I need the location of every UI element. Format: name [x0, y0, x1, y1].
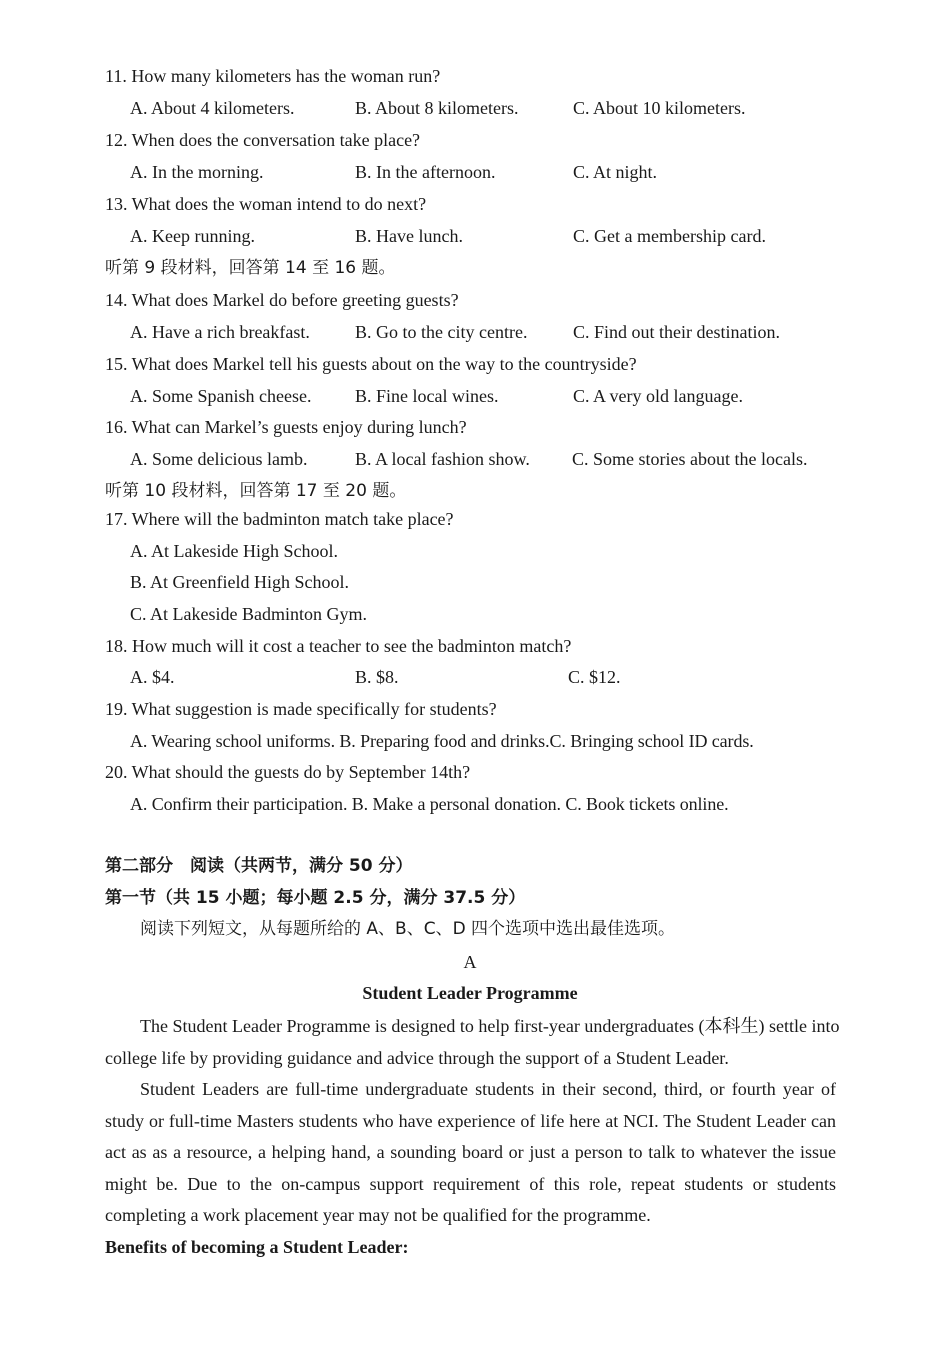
- paragraph-2-line-5: completing a work placement year may not be qualified for the programme.: [105, 1205, 651, 1225]
- q18-option-c: C. $12.: [568, 667, 621, 687]
- q18-option-a: A. $4.: [130, 667, 175, 687]
- q11-option-c: C. About 10 kilometers.: [573, 98, 746, 118]
- paragraph-2-line-4: might be. Due to the on-campus support requirement of this role, repeat students or students: [105, 1174, 836, 1194]
- q19-option-a: A. Wearing school uniforms.: [130, 731, 335, 751]
- q20-option-c: C. Book tickets online.: [565, 794, 729, 814]
- q18-option-b: B. $8.: [355, 667, 399, 687]
- q13-option-c: C. Get a membership card.: [573, 226, 766, 246]
- q17-option-a: A. At Lakeside High School.: [130, 541, 338, 561]
- question-16: 16. What can Markel’s guests enjoy during lunch?: [105, 417, 467, 437]
- q20-option-a: A. Confirm their participation.: [130, 794, 348, 814]
- q12-option-a: A. In the morning.: [130, 162, 264, 182]
- q15-option-a: A. Some Spanish cheese.: [130, 386, 312, 406]
- part-two-title: 第二部分 阅读（共两节，满分 50 分）: [105, 856, 413, 876]
- benefits-heading: Benefits of becoming a Student Leader:: [105, 1237, 409, 1257]
- paragraph-2-line-3: act as as a resource, a helping hand, a sounding board or just a person to talk to whatever the issue: [105, 1142, 836, 1162]
- listening-instruction-10: 听第 10 段材料，回答第 17 至 20 题。: [105, 481, 407, 501]
- paragraph-2-line-1: Student Leaders are full-time undergraduate students in their second, third, or fourth year of: [140, 1079, 836, 1099]
- listening-instruction-9: 听第 9 段材料，回答第 14 至 16 题。: [105, 258, 396, 278]
- q13-option-b: B. Have lunch.: [355, 226, 463, 246]
- question-13: 13. What does the woman intend to do next?: [105, 194, 427, 214]
- q12-option-b: B. In the afternoon.: [355, 162, 496, 182]
- q16-option-c: C. Some stories about the locals.: [572, 449, 808, 469]
- q19-option-c: C. Bringing school ID cards.: [549, 731, 754, 751]
- q16-option-b: B. A local fashion show.: [355, 449, 530, 469]
- paragraph-2-line-2: study or full-time Masters students who have experience of life here at NCI. The Student Leader can: [105, 1111, 836, 1131]
- q17-option-c: C. At Lakeside Badminton Gym.: [130, 604, 367, 624]
- q15-option-c: C. A very old language.: [573, 386, 743, 406]
- q11-option-b: B. About 8 kilometers.: [355, 98, 519, 118]
- question-19: 19. What suggestion is made specifically for students?: [105, 699, 497, 719]
- passage-letter: A: [463, 952, 477, 972]
- paragraph-1-line-1: The Student Leader Programme is designed to help first-year undergraduates (本科生) settle into: [140, 1016, 840, 1036]
- q12-option-c: C. At night.: [573, 162, 658, 182]
- q14-option-c: C. Find out their destination.: [573, 322, 780, 342]
- q20-options-line: [130, 792, 729, 816]
- q14-option-a: A. Have a rich breakfast.: [130, 322, 310, 342]
- q13-option-a: A. Keep running.: [130, 226, 255, 246]
- q19-option-b: B. Preparing food and drinks.: [339, 731, 550, 751]
- paragraph-1-line-2: college life by providing guidance and advice through the support of a Student Leader.: [105, 1048, 729, 1068]
- question-12: 12. When does the conversation take place?: [105, 130, 421, 150]
- reading-instruction: 阅读下列短文，从每题所给的 A、B、C、D 四个选项中选出最佳选项。: [140, 919, 676, 939]
- q16-option-a: A. Some delicious lamb.: [130, 449, 308, 469]
- q11-option-a: A. About 4 kilometers.: [130, 98, 295, 118]
- question-17: 17. Where will the badminton match take place?: [105, 509, 454, 529]
- q14-option-b: B. Go to the city centre.: [355, 322, 528, 342]
- question-11: 11. How many kilometers has the woman run?: [105, 66, 441, 86]
- question-20: 20. What should the guests do by September 14th?: [105, 762, 471, 782]
- section-one-title: 第一节（共 15 小题；每小题 2.5 分，满分 37.5 分）: [105, 888, 526, 908]
- question-14: 14. What does Markel do before greeting guests?: [105, 290, 459, 310]
- question-18: 18. How much will it cost a teacher to see the badminton match?: [105, 636, 572, 656]
- q15-option-b: B. Fine local wines.: [355, 386, 499, 406]
- passage-title: Student Leader Programme: [362, 983, 578, 1003]
- question-15: 15. What does Markel tell his guests about on the way to the countryside?: [105, 354, 637, 374]
- q17-option-b: B. At Greenfield High School.: [130, 572, 349, 592]
- q20-option-b: B. Make a personal donation.: [351, 794, 561, 814]
- q19-options-line: [130, 729, 754, 753]
